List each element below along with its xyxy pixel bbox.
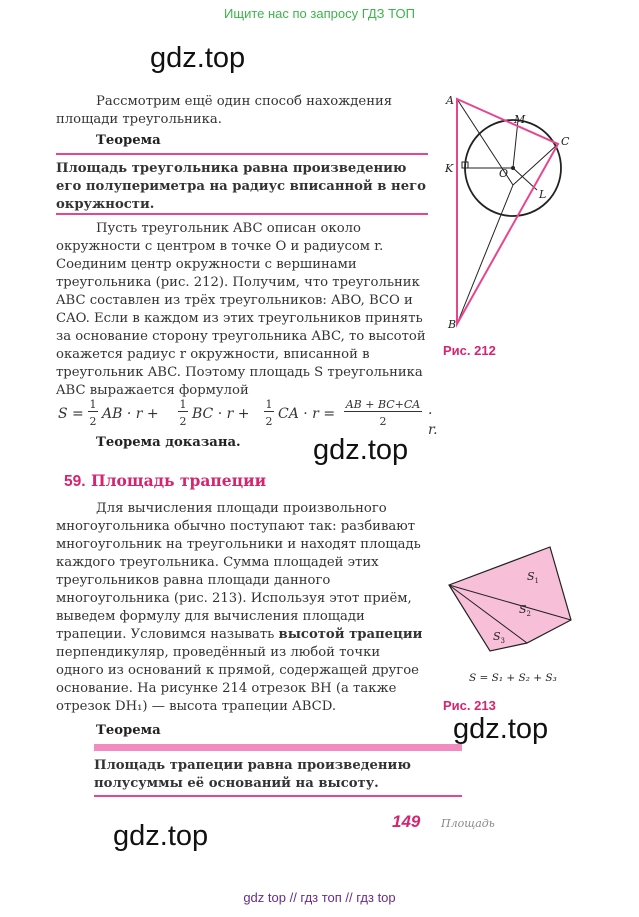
theorem1-bottom-rule bbox=[56, 213, 428, 215]
fig212-label-A: A bbox=[446, 94, 454, 107]
running-head: Площадь bbox=[441, 817, 495, 830]
fig212-label-C: C bbox=[561, 135, 570, 148]
fig213-formula: S = S₁ + S₂ + S₃ bbox=[469, 672, 557, 684]
theorem2-statement: Площадь трапеции равна произведению полусуммы её оснований на высоту. bbox=[94, 758, 411, 791]
proof-paragraph: Пусть треугольник ABC описан около окружности с центром в точке O и радиусом r. Соединим центр окружности с вершинами треугольника (рис. 212). Получим, что треугольник ABC составлен из трёх треугольников: ABO, BCO и CAO. Если в каждом из этих треугольников принять за основание сторону треугольника ABC, то высотой окажется радиус r окружности, вписанной в треугольник ABC. Поэтому площадь S треугольника ABC выражается формулой bbox=[56, 221, 426, 398]
watermark: gdz.top bbox=[313, 434, 409, 466]
top-banner[interactable]: Ищите нас по запросу ГДЗ ТОП bbox=[224, 6, 415, 21]
fig212-label-L: L bbox=[539, 188, 547, 201]
formula-sum-denominator: 2 bbox=[379, 415, 387, 428]
formula-half-3-num: 1 bbox=[265, 398, 273, 411]
formula-sum-numerator: AB + BC+CA bbox=[345, 398, 421, 411]
formula-half-2-den: 2 bbox=[179, 415, 187, 428]
section-number: 59. bbox=[64, 473, 86, 490]
formula-half-1-den: 2 bbox=[89, 415, 97, 428]
fig213-label-s3: $S_3$ bbox=[493, 630, 506, 645]
proof-end: Теорема доказана. bbox=[96, 435, 241, 450]
section-text-bold: высотой трапеции bbox=[278, 627, 423, 642]
formula-term-2: BC · r + bbox=[192, 406, 250, 422]
theorem2-title: Теорема bbox=[96, 723, 161, 738]
section-title: Площадь трапеции bbox=[90, 471, 267, 490]
formula-term-1: AB · r + bbox=[102, 406, 159, 422]
theorem2-top-bar bbox=[94, 744, 462, 751]
fig212-line-BO bbox=[457, 185, 513, 324]
formula-half-3-den: 2 bbox=[265, 415, 273, 428]
formula-term-3: CA · r = bbox=[278, 406, 336, 422]
formula-tail: · r. bbox=[428, 406, 438, 438]
fig212-label-B: B bbox=[448, 318, 457, 331]
page-number: 149 bbox=[392, 812, 421, 831]
formula-half-1-num: 1 bbox=[89, 398, 97, 411]
fig212-label-O: O bbox=[499, 167, 509, 180]
figure-213 bbox=[445, 545, 585, 695]
section-text-2: перпендикуляр, проведённый из любой точки одного из оснований к прямой, содержащей другое основание. На рисунке 214 отрезок BH (а также отрезок DH₁) — высота трапеции ABCD. bbox=[56, 645, 419, 714]
fig212-label-M: M bbox=[514, 113, 526, 126]
formula-lhs: S = bbox=[58, 406, 84, 422]
section-heading bbox=[64, 471, 266, 491]
fig212-center-point bbox=[511, 166, 515, 170]
intro-paragraph: Рассмотрим ещё один способ нахождения площади треугольника. bbox=[56, 94, 393, 127]
fig212-line-CO bbox=[513, 144, 558, 185]
fig212-radius-OM bbox=[513, 120, 518, 168]
theorem1-top-rule bbox=[56, 153, 428, 155]
theorem2-bottom-rule bbox=[94, 795, 462, 797]
fig212-triangle bbox=[457, 99, 558, 324]
fig212-label-K: K bbox=[445, 162, 454, 175]
footer-links[interactable]: gdz top // гдз топ // гдз top bbox=[243, 890, 396, 905]
theorem1-statement: Площадь треугольника равна произведению его полупериметра на радиус вписанной в него окружности. bbox=[56, 161, 426, 212]
fig212-caption: Рис. 212 bbox=[443, 343, 496, 358]
area-formula bbox=[58, 398, 438, 438]
watermark: gdz.top bbox=[453, 713, 549, 745]
fig213-label-s2: $S_2$ bbox=[519, 603, 532, 618]
watermark: gdz.top bbox=[113, 820, 209, 852]
fig213-caption: Рис. 213 bbox=[443, 698, 496, 713]
fig213-label-s1: $S_1$ bbox=[527, 570, 540, 585]
figure-212 bbox=[440, 92, 580, 337]
formula-half-2-num: 1 bbox=[179, 398, 187, 411]
section-paragraph bbox=[56, 500, 426, 716]
section-text-1: Для вычисления площади произвольного многоугольника обычно поступают так: разбивают многоугольник на треугольники и находят площадь каждого треугольника. Сумма площадей этих треугольников равна площади данного многоугольника (рис. 213). Используя этот приём, выведем формулу для вычисления площади трапеции. Условимся называть bbox=[56, 501, 421, 642]
watermark: gdz.top bbox=[150, 42, 246, 74]
theorem1-title: Теорема bbox=[96, 133, 161, 148]
